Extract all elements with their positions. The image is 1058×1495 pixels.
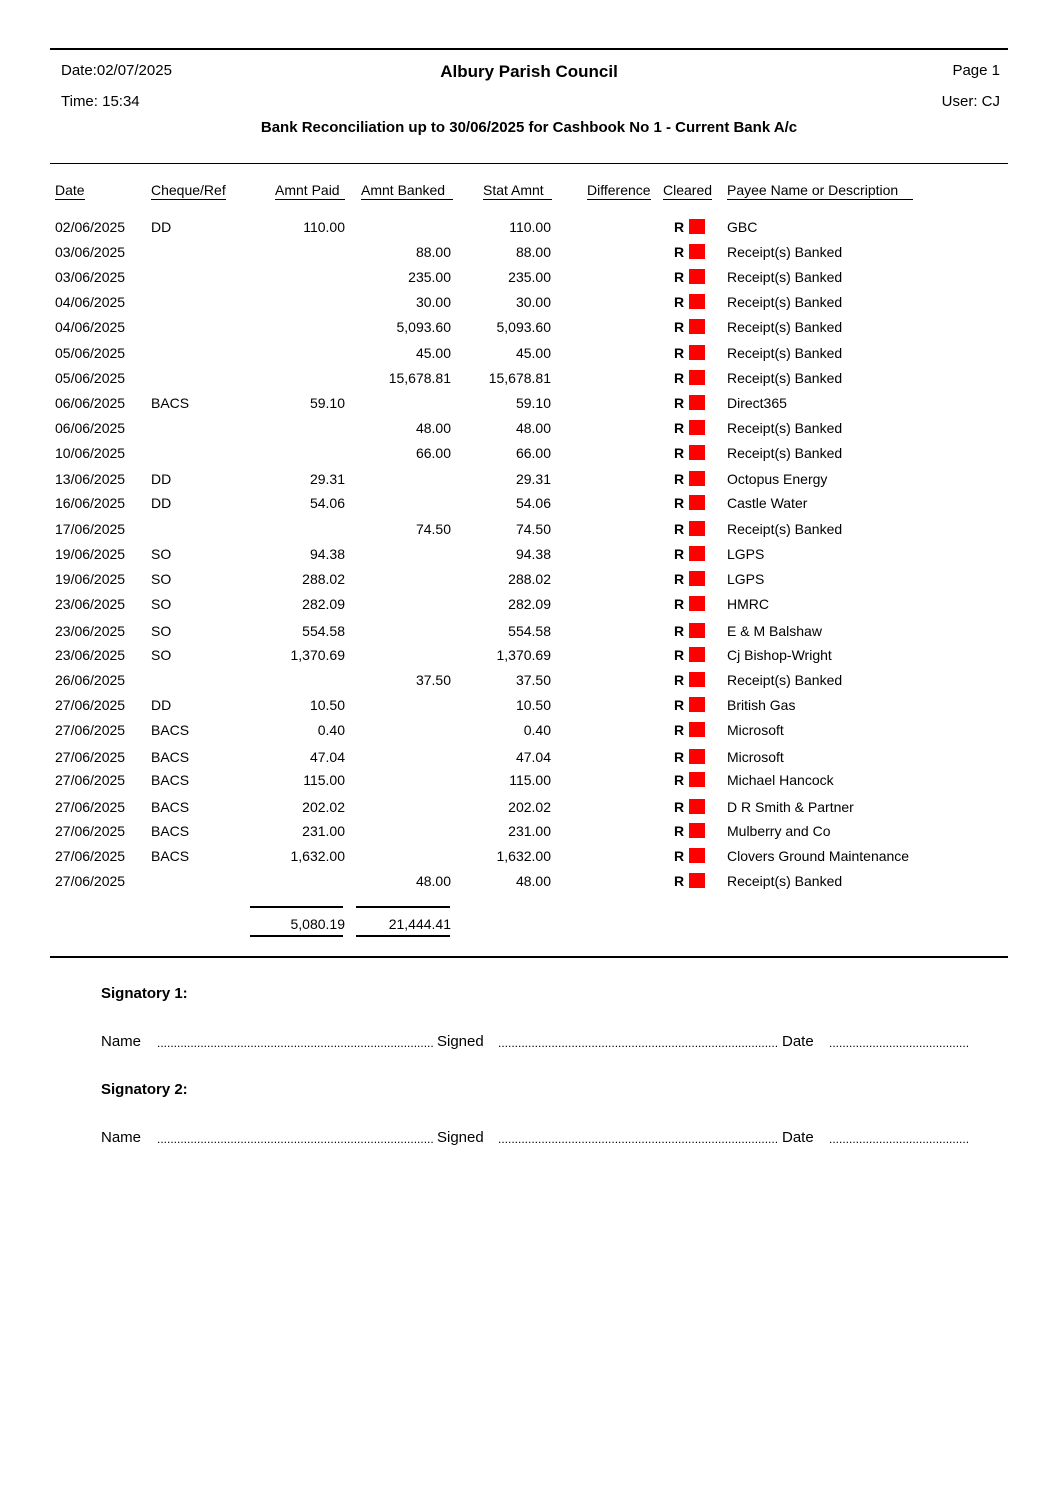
row-amount-paid: 54.06 [309, 495, 345, 511]
row-ref: SO [151, 546, 172, 562]
row-stat-amount: 88.00 [515, 244, 551, 260]
col-header-date: Date [55, 182, 85, 198]
row-stat-amount: 48.00 [515, 420, 551, 436]
row-amount-banked: 235.00 [408, 269, 451, 285]
row-cleared-flag: R [674, 546, 685, 562]
row-stat-amount: 115.00 [509, 772, 551, 788]
row-payee: Receipt(s) Banked [727, 672, 843, 688]
cleared-marker-icon [689, 471, 705, 486]
row-payee: Receipt(s) Banked [727, 521, 843, 537]
cleared-marker-icon [689, 395, 705, 410]
row-date: 27/06/2025 [55, 873, 126, 889]
table-row [0, 369, 1058, 394]
signatory-1-title: Signatory 1: [101, 985, 188, 1002]
row-stat-amount: 15,678.81 [488, 370, 551, 386]
row-payee: LGPS [727, 571, 765, 587]
row-payee: British Gas [727, 697, 796, 713]
row-amount-banked: 74.50 [415, 521, 451, 537]
row-ref: BACS [151, 799, 190, 815]
cleared-marker-icon [689, 596, 705, 611]
table-row [0, 494, 1058, 519]
row-amount-paid: 10.50 [309, 697, 345, 713]
col-header-stat: Stat Amnt [483, 181, 552, 200]
col-header-cleared: Cleared [663, 182, 713, 198]
row-amount-paid: 94.38 [309, 546, 345, 562]
row-amount-banked: 15,678.81 [388, 370, 451, 386]
row-payee: HMRC [727, 596, 769, 612]
table-row [0, 798, 1058, 823]
cleared-marker-icon [689, 772, 705, 787]
row-stat-amount: 231.00 [508, 823, 551, 839]
row-ref: DD [151, 471, 172, 487]
row-payee: Receipt(s) Banked [727, 294, 843, 310]
table-row [0, 293, 1058, 318]
row-cleared-flag: R [674, 799, 685, 815]
table-row [0, 671, 1058, 696]
row-amount-banked: 5,093.60 [396, 319, 451, 335]
row-date: 23/06/2025 [55, 596, 126, 612]
total-banked-bottom-rule [356, 935, 450, 937]
row-ref: SO [151, 623, 172, 639]
row-date: 27/06/2025 [55, 799, 126, 815]
row-date: 04/06/2025 [55, 294, 126, 310]
row-payee: Castle Water [727, 495, 808, 511]
row-date: 06/06/2025 [55, 420, 126, 436]
row-payee: Clovers Ground Maintenance [727, 848, 910, 864]
table-row [0, 470, 1058, 495]
report-date: Date:02/07/2025 [61, 62, 172, 79]
table-row [0, 243, 1058, 268]
row-date: 19/06/2025 [55, 571, 126, 587]
row-date: 23/06/2025 [55, 623, 126, 639]
row-ref: BACS [151, 848, 190, 864]
col-header-ref: Cheque/Ref [151, 182, 226, 198]
col-header-difference: Difference [587, 182, 651, 198]
row-amount-paid: 1,370.69 [290, 647, 345, 663]
row-date: 16/06/2025 [55, 495, 126, 511]
row-cleared-flag: R [674, 772, 685, 788]
row-ref: SO [151, 596, 172, 612]
row-ref: SO [151, 571, 172, 587]
row-payee: Receipt(s) Banked [727, 370, 843, 386]
row-date: 04/06/2025 [55, 319, 126, 335]
table-row [0, 318, 1058, 343]
row-date: 27/06/2025 [55, 772, 126, 788]
row-date: 27/06/2025 [55, 823, 126, 839]
cleared-marker-icon [689, 219, 705, 234]
row-ref: SO [151, 647, 172, 663]
row-stat-amount: 1,632.00 [496, 848, 551, 864]
row-amount-banked: 66.00 [415, 445, 451, 461]
cleared-marker-icon [689, 647, 705, 662]
row-amount-paid: 282.09 [302, 596, 345, 612]
table-row [0, 218, 1058, 243]
row-date: 03/06/2025 [55, 269, 126, 285]
row-stat-amount: 10.50 [515, 697, 551, 713]
row-date: 17/06/2025 [55, 521, 126, 537]
signatory-2-signed-label: Signed [437, 1129, 484, 1146]
cleared-marker-icon [689, 823, 705, 838]
row-payee: Microsoft [727, 749, 784, 765]
row-payee: Receipt(s) Banked [727, 873, 843, 889]
row-cleared-flag: R [674, 672, 685, 688]
row-stat-amount: 288.02 [508, 571, 551, 587]
row-payee: Receipt(s) Banked [727, 445, 843, 461]
cleared-marker-icon [689, 571, 705, 586]
row-amount-banked: 30.00 [415, 294, 451, 310]
row-date: 26/06/2025 [55, 672, 126, 688]
table-row [0, 520, 1058, 545]
row-ref: DD [151, 697, 172, 713]
row-amount-paid: 59.10 [309, 395, 345, 411]
row-payee: Receipt(s) Banked [727, 244, 843, 260]
row-date: 23/06/2025 [55, 647, 126, 663]
row-amount-banked: 45.00 [415, 345, 451, 361]
row-date: 05/06/2025 [55, 370, 126, 386]
col-header-paid: Amnt Paid [275, 181, 345, 200]
cleared-marker-icon [689, 672, 705, 687]
row-payee: Receipt(s) Banked [727, 420, 843, 436]
row-amount-paid: 202.02 [302, 799, 345, 815]
row-stat-amount: 0.40 [523, 722, 551, 738]
row-stat-amount: 47.04 [515, 749, 551, 765]
row-cleared-flag: R [674, 370, 685, 386]
cleared-marker-icon [689, 319, 705, 334]
cleared-marker-icon [689, 799, 705, 814]
row-stat-amount: 74.50 [515, 521, 551, 537]
row-amount-banked: 37.50 [415, 672, 451, 688]
row-date: 03/06/2025 [55, 244, 126, 260]
cleared-marker-icon [689, 546, 705, 561]
report-title: Bank Reconciliation up to 30/06/2025 for Cashbook No 1 - Current Bank A/c [260, 119, 798, 136]
row-ref: DD [151, 219, 172, 235]
row-payee: GBC [727, 219, 758, 235]
row-date: 27/06/2025 [55, 848, 126, 864]
table-row [0, 646, 1058, 671]
row-ref: DD [151, 495, 172, 511]
row-date: 27/06/2025 [55, 749, 126, 765]
row-cleared-flag: R [674, 471, 685, 487]
row-cleared-flag: R [674, 495, 685, 511]
table-row [0, 570, 1058, 595]
col-header-banked: Amnt Banked [361, 181, 453, 200]
total-banked: 21,444.41 [388, 916, 451, 932]
row-payee: Octopus Energy [727, 471, 828, 487]
row-stat-amount: 30.00 [515, 294, 551, 310]
page-number: Page 1 [952, 62, 1000, 79]
col-header-payee: Payee Name or Description [727, 181, 913, 200]
cleared-marker-icon [689, 420, 705, 435]
row-payee: E & M Balshaw [727, 623, 822, 639]
table-row [0, 847, 1058, 872]
signatory-1-name-label: Name [101, 1033, 142, 1050]
org-title: Albury Parish Council [440, 62, 618, 81]
row-stat-amount: 94.38 [515, 546, 551, 562]
table-row [0, 595, 1058, 620]
row-date: 10/06/2025 [55, 445, 126, 461]
row-stat-amount: 1,370.69 [496, 647, 551, 663]
row-stat-amount: 54.06 [515, 495, 551, 511]
total-paid-top-rule [250, 906, 343, 908]
row-amount-paid: 1,632.00 [290, 848, 345, 864]
row-stat-amount: 235.00 [508, 269, 551, 285]
signatory-1-date-field[interactable]: .......................................... [829, 1036, 970, 1050]
table-row [0, 622, 1058, 647]
row-ref: BACS [151, 823, 190, 839]
row-stat-amount: 29.31 [515, 471, 551, 487]
row-cleared-flag: R [674, 244, 685, 260]
signatory-1-signed-label: Signed [437, 1033, 484, 1050]
row-date: 02/06/2025 [55, 219, 126, 235]
row-stat-amount: 37.50 [515, 672, 551, 688]
table-row [0, 545, 1058, 570]
row-stat-amount: 66.00 [515, 445, 551, 461]
total-paid-bottom-rule [250, 935, 343, 937]
row-amount-paid: 110.00 [303, 219, 345, 235]
row-date: 06/06/2025 [55, 395, 126, 411]
row-payee: Cj Bishop-Wright [727, 647, 832, 663]
row-ref: BACS [151, 722, 190, 738]
cleared-marker-icon [689, 873, 705, 888]
row-date: 05/06/2025 [55, 345, 126, 361]
row-amount-paid: 0.40 [317, 722, 345, 738]
row-date: 13/06/2025 [55, 471, 126, 487]
table-row [0, 822, 1058, 847]
row-payee: Microsoft [727, 722, 784, 738]
row-cleared-flag: R [674, 823, 685, 839]
signatory-1-name-field[interactable]: ................................................................................... [157, 1036, 434, 1050]
table-row [0, 721, 1058, 746]
signatory-2-date-label: Date [782, 1129, 814, 1146]
row-cleared-flag: R [674, 345, 685, 361]
row-stat-amount: 554.58 [508, 623, 551, 639]
table-row [0, 268, 1058, 293]
table-row [0, 444, 1058, 469]
row-payee: Receipt(s) Banked [727, 319, 843, 335]
top-rule [50, 48, 1008, 50]
table-row [0, 696, 1058, 721]
row-ref: BACS [151, 772, 190, 788]
row-amount-paid: 29.31 [309, 471, 345, 487]
footer-rule [50, 956, 1008, 958]
cleared-marker-icon [689, 370, 705, 385]
signatory-1-signed-field[interactable]: .................................................................................... [498, 1036, 779, 1050]
total-banked-top-rule [356, 906, 450, 908]
row-cleared-flag: R [674, 219, 685, 235]
row-amount-paid: 288.02 [302, 571, 345, 587]
cleared-marker-icon [689, 722, 705, 737]
row-cleared-flag: R [674, 749, 685, 765]
table-row [0, 872, 1058, 897]
table-row [0, 419, 1058, 444]
table-row [0, 748, 1058, 773]
row-payee: Direct365 [727, 395, 787, 411]
row-amount-paid: 231.00 [302, 823, 345, 839]
row-date: 19/06/2025 [55, 546, 126, 562]
total-paid: 5,080.19 [290, 916, 345, 932]
row-cleared-flag: R [674, 269, 685, 285]
row-stat-amount: 5,093.60 [496, 319, 551, 335]
signatory-2-signed-field[interactable]: .................................................................................... [498, 1132, 779, 1146]
header-rule [50, 163, 1008, 164]
row-payee: D R Smith & Partner [727, 799, 854, 815]
row-payee: Michael Hancock [727, 772, 834, 788]
signatory-2-date-field[interactable]: .......................................... [829, 1132, 970, 1146]
report-user: User: CJ [941, 93, 1000, 110]
row-amount-banked: 48.00 [415, 420, 451, 436]
cleared-marker-icon [689, 445, 705, 460]
row-date: 27/06/2025 [55, 697, 126, 713]
row-stat-amount: 202.02 [508, 799, 551, 815]
row-amount-paid: 554.58 [302, 623, 345, 639]
cleared-marker-icon [689, 269, 705, 284]
row-cleared-flag: R [674, 596, 685, 612]
signatory-2-name-field[interactable]: ................................................................................... [157, 1132, 434, 1146]
row-stat-amount: 110.00 [509, 219, 551, 235]
row-cleared-flag: R [674, 420, 685, 436]
cleared-marker-icon [689, 521, 705, 536]
row-cleared-flag: R [674, 722, 685, 738]
row-amount-banked: 88.00 [415, 244, 451, 260]
row-cleared-flag: R [674, 521, 685, 537]
row-date: 27/06/2025 [55, 722, 126, 738]
row-stat-amount: 59.10 [515, 395, 551, 411]
table-row [0, 394, 1058, 419]
cleared-marker-icon [689, 244, 705, 259]
row-amount-paid: 115.00 [303, 772, 345, 788]
row-ref: BACS [151, 395, 190, 411]
report-time: Time: 15:34 [61, 93, 140, 110]
row-cleared-flag: R [674, 445, 685, 461]
cleared-marker-icon [689, 848, 705, 863]
row-stat-amount: 282.09 [508, 596, 551, 612]
row-cleared-flag: R [674, 647, 685, 663]
row-payee: Receipt(s) Banked [727, 345, 843, 361]
row-cleared-flag: R [674, 319, 685, 335]
signatory-1-date-label: Date [782, 1033, 814, 1050]
row-amount-banked: 48.00 [415, 873, 451, 889]
row-amount-paid: 47.04 [309, 749, 345, 765]
cleared-marker-icon [689, 697, 705, 712]
table-row [0, 771, 1058, 796]
cleared-marker-icon [689, 623, 705, 638]
row-cleared-flag: R [674, 873, 685, 889]
row-stat-amount: 45.00 [515, 345, 551, 361]
cleared-marker-icon [689, 345, 705, 360]
row-payee: Mulberry and Co [727, 823, 831, 839]
signatory-2-name-label: Name [101, 1129, 142, 1146]
row-payee: LGPS [727, 546, 765, 562]
row-cleared-flag: R [674, 395, 685, 411]
row-payee: Receipt(s) Banked [727, 269, 843, 285]
row-ref: BACS [151, 749, 190, 765]
row-stat-amount: 48.00 [515, 873, 551, 889]
cleared-marker-icon [689, 495, 705, 510]
cleared-marker-icon [689, 749, 705, 764]
row-cleared-flag: R [674, 848, 685, 864]
signatory-2-title: Signatory 2: [101, 1081, 188, 1098]
row-cleared-flag: R [674, 623, 685, 639]
row-cleared-flag: R [674, 294, 685, 310]
cleared-marker-icon [689, 294, 705, 309]
row-cleared-flag: R [674, 571, 685, 587]
table-row [0, 344, 1058, 369]
row-cleared-flag: R [674, 697, 685, 713]
